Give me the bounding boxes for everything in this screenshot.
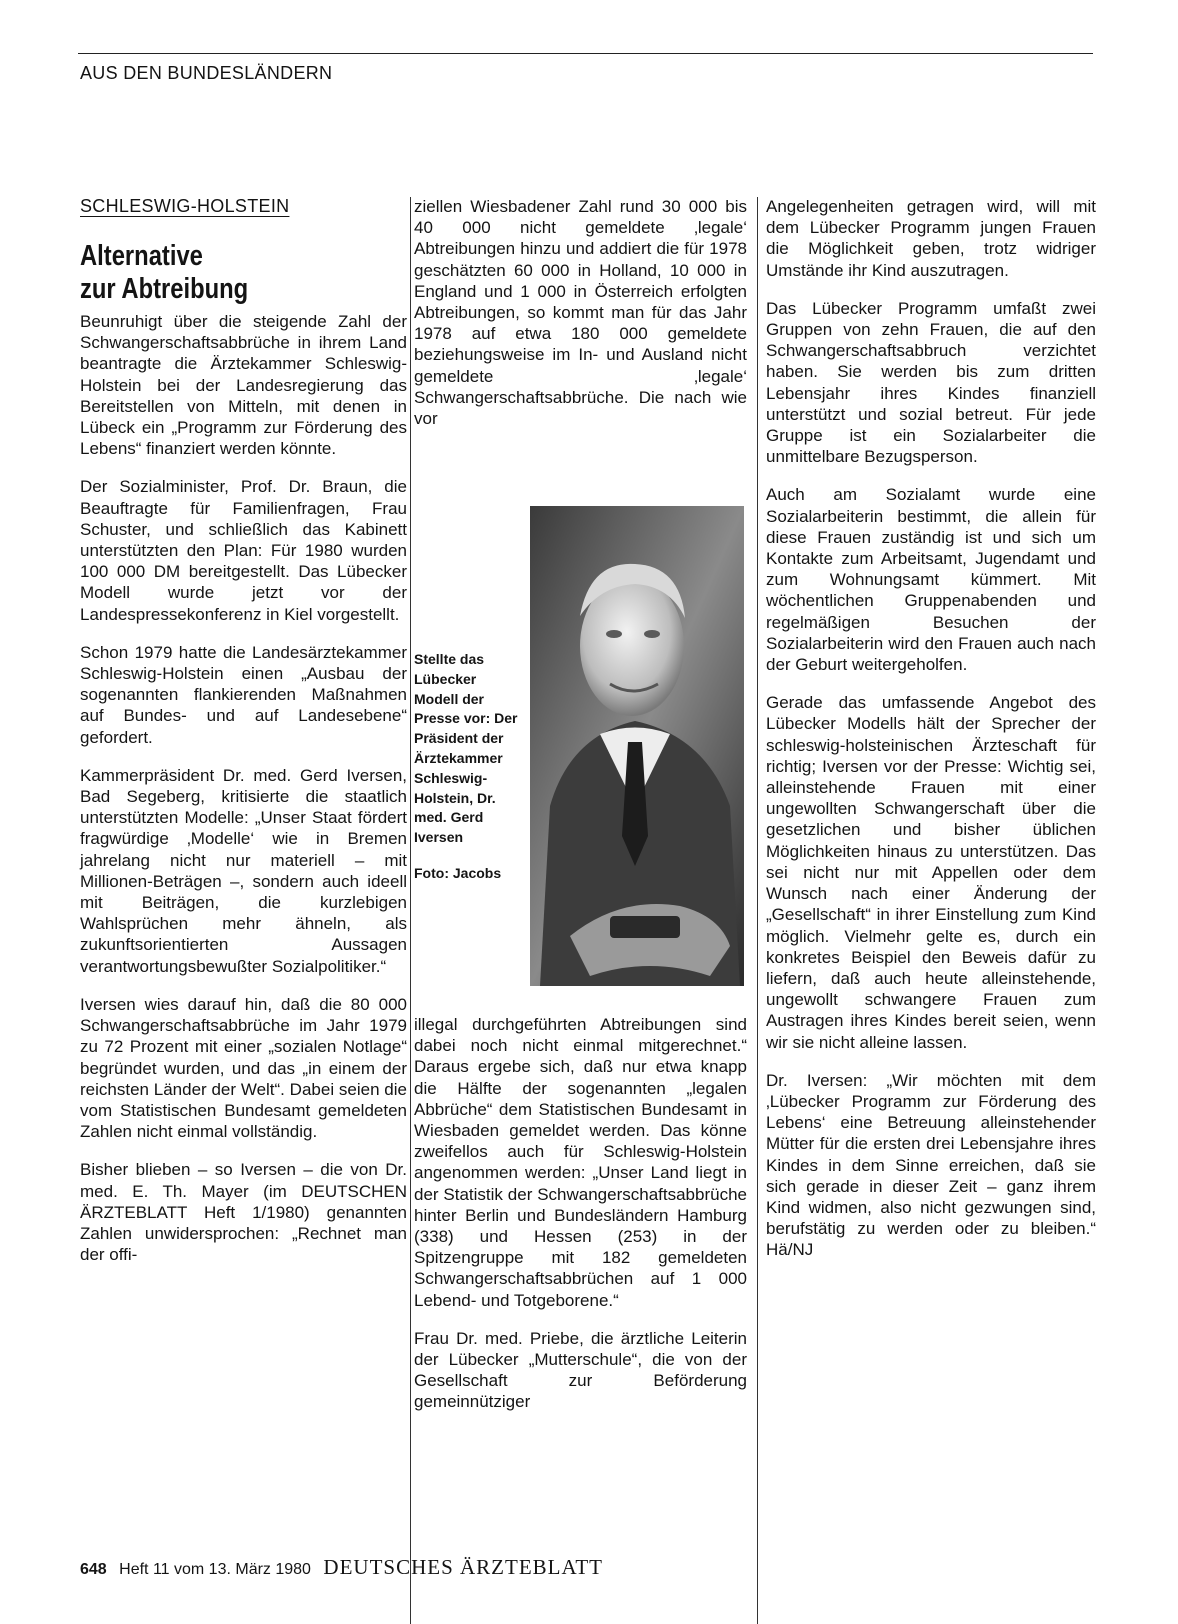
article-column-2-bottom: [414, 1014, 747, 1430]
page-footer: [80, 1555, 603, 1580]
page-number: 648: [80, 1561, 107, 1578]
article-title: [80, 240, 342, 306]
photo-caption: [414, 650, 519, 884]
paragraph: Der Sozialminister, Prof. Dr. Braun, die Beauftragte für Familienfragen, Frau Schuster, und schließlich das Kabinett unterstützten den Plan: Für 1980 wurden 100 000 DM bereitgestellt. Das Lübecker Modell wurde jetzt vor der Landespressekonferenz in Kiel vorgestellt.: [80, 477, 407, 624]
title-line-1: Alternative: [80, 240, 203, 272]
section-label: AUS DEN BUNDESLÄNDERN: [80, 63, 333, 83]
paragraph: Beunruhigt über die steigende Zahl der Schwangerschaftsabbrüche in ihrem Land beantragte die Ärztekammer Schleswig-Holstein bei der Landesregierung das Bereitstellen von Mitteln, mit denen in Lübeck ein „Programm zur Förderung des Lebens“ finanziert werden könnte.: [80, 312, 407, 459]
paragraph: Kammerpräsident Dr. med. Gerd Iversen, Bad Segeberg, kritisierte die staatlich unterstützten Modelle: „Unser Staat fördert fragwürdige ‚Modelle‘ wie in Bremen jahrelang nicht nur materiell – mit Millionen-Beträgen –, sondern auch ideell mit Beiträgen, die kurzlebigen Wahlsprüchen mehr ähneln, als zukunftsorientierten Aussagen verantwortungsbewußter Sozialpolitiker.“: [80, 765, 407, 976]
column-divider: [757, 197, 758, 1624]
paragraph: Bisher blieben – so Iversen – die von Dr. med. E. Th. Mayer (im DEUTSCHEN ÄRZTEBLATT Heft 1/1980) genannten Zahlen unwidersprochen: „Rechnet man der offi-: [80, 1160, 407, 1265]
article-column-1: [80, 311, 407, 1282]
issue-info: Heft 11 vom 13. März 1980: [119, 1561, 311, 1578]
region-label: SCHLESWIG-HOLSTEIN: [80, 196, 290, 216]
paragraph: Das Lübecker Programm umfaßt zwei Gruppen von zehn Frauen, die auf den Schwangerschaftsabbruch verzichtet haben. Sie werden bis zum dritten Lebensjahr ihres Kindes finanziell unterstützt und sozial betreut. Für jede Gruppe ist ein Sozialarbeiter die unmittelbare Bezugsperson.: [766, 298, 1096, 467]
paragraph: Schon 1979 hatte die Landesärztekammer Schleswig-Holstein einen „Ausbau der sogenannten flankierenden Maßnahmen auf Bundes- und auf Landesebene“ gefordert.: [80, 642, 407, 747]
paragraph: Dr. Iversen: „Wir möchten mit dem ‚Lübecker Programm zur Förderung des Lebens‘ eine Betreuung alleinstehender Mütter für die ersten drei Lebensjahre ihres Kindes in dem Sinne erreichen, daß sie sich gerade in dieser Zeit – ganz ihrem Kind widmen, also nicht gezwungen sind, berufstätig zu werden oder zu bleiben.“ Hä/NJ: [766, 1070, 1096, 1260]
column-divider: [410, 197, 411, 1624]
header-rule: [78, 53, 1093, 54]
paragraph: Iversen wies darauf hin, daß die 80 000 Schwangerschaftsabbrüche im Jahr 1979 zu 72 Prozent mit einer „sozialen Notlage“ begründet wurden, und das „in einem der reichsten Länder der Welt“. Dabei seien die vom Statistischen Bundesamt gemeldeten Zahlen nicht einmal vollständig.: [80, 994, 407, 1142]
title-line-2: zur Abtreibung: [80, 273, 249, 305]
paragraph: Frau Dr. med. Priebe, die ärztliche Leiterin der Lübecker „Mutterschule“, die von der Gesellschaft zur Beförderung gemeinnütziger: [414, 1328, 747, 1412]
portrait-image: [530, 506, 744, 986]
paragraph: ziellen Wiesbadener Zahl rund 30 000 bis 40 000 nicht gemeldete ‚legale‘ Abtreibungen hinzu und addiert die für 1978 geschätzten 60 000 in Holland, 10 000 in England und 1 000 in Österreich erfolgten Abtreibungen, so kommt man für das Jahr 1978 auf etwa 180 000 gemeldete beziehungsweise im In- und Ausland nicht gemeldete ‚legale‘ Schwangerschaftsabbrüche. Die nach wie vor: [414, 197, 747, 429]
paragraph: illegal durchgeführten Abtreibungen sind dabei noch nicht einmal mitgerechnet.“ Daraus ergebe sich, daß nur etwa knapp die Hälfte der sogenannten „legalen Abbrüche“ dem Statistischen Bundesamt in Wiesbaden gemeldet werden. Das könne zweifellos auch für Schleswig-Holstein angenommen werden: „Unser Land liegt in der Statistik der Schwangerschaftsabbrüche hinter Berlin und Bundesländern Hamburg (338) und Hessen (253) in der Spitzengruppe mit 182 gemeldeten Schwangerschaftsabbrüchen auf 1 000 Lebend- und Totgeborene.“: [414, 1015, 747, 1310]
article-column-3: [766, 196, 1096, 1278]
caption-text: Stellte das Lübecker Modell der Presse vor: Der Präsident der Ärztekammer Schleswig-Holstein, Dr. med. Gerd Iversen: [414, 651, 518, 846]
paragraph: Auch am Sozialamt wurde eine Sozialarbeiterin bestimmt, die allein für diese Frauen zuständig ist und sich um Kontakte zum Arbeitsamt, Jugendamt und zum Wohnungsamt kümmert. Mit wöchentlichen Gruppenabenden und regelmäßigen Besuchen der Sozialarbeiterin wird den Frauen auch nach der Geburt weitergeholfen.: [766, 485, 1096, 675]
article-column-2-top: [414, 196, 747, 446]
paragraph: Angelegenheiten getragen wird, will mit dem Lübecker Programm jungen Frauen die Möglichkeit geben, trotz widriger Umstände ihr Kind auszutragen.: [766, 197, 1096, 280]
publication-name: DEUTSCHES ÄRZTEBLATT: [323, 1555, 603, 1579]
paragraph: Gerade das umfassende Angebot des Lübecker Modells hält der Sprecher der schleswig-holsteinischen Ärzteschaft für richtig; Iversen vor der Presse: Wichtig sei, alleinstehende Frauen mit einer ungewollten Schwangerschaft über die gesetzlichen und bisher üblichen Möglichkeiten hinaus zu unterstützen. Das sei nicht nur mit Appellen oder dem Wunsch nach einer Änderung der „Gesellschaft“ in ihrer Einstellung zum Kind möglich. Vielmehr gelte es, durch ein konkretes Beispiel den Beweis dafür zu liefern, daß auch heute alleinstehende, ungewollt schwangere Frauen zum Austragen ihres Kindes bereit seien, wenn wir sie nicht alleine lassen.: [766, 693, 1096, 1052]
photo-credit: Foto: Jacobs: [414, 864, 502, 881]
portrait-photo: [530, 506, 744, 986]
